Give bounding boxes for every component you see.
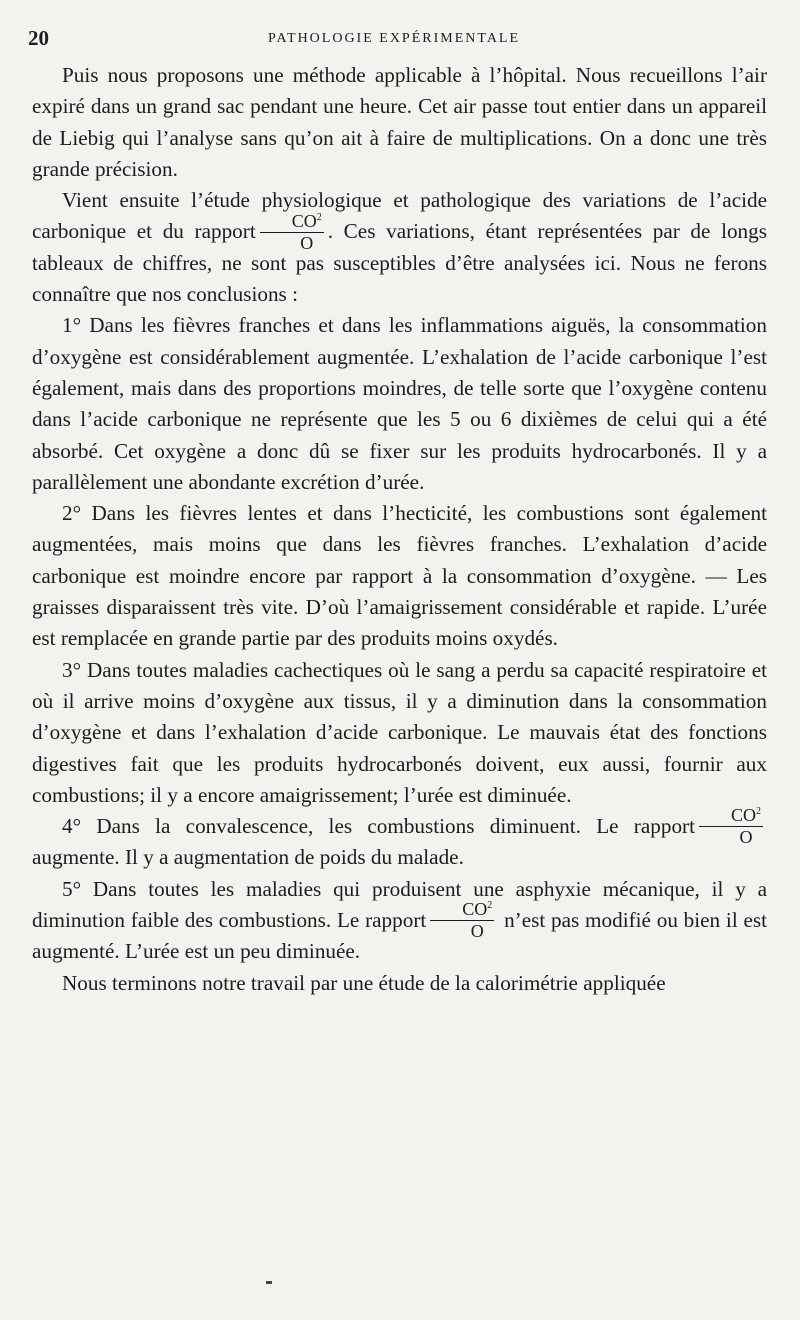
paragraph-conclusion-4 (32, 805, 767, 874)
paragraph-study-text-after: . Ces variations, étant représentées par de longs tableaux de chiffres, ne sont pas susceptibles d’être analysées ici. Nous ne ferons connaître que nos conclusions : (32, 219, 767, 307)
ratio-fraction (699, 806, 763, 846)
paragraph-study (32, 185, 767, 310)
paragraph-conclusion-5 (32, 874, 767, 968)
ratio-fraction (260, 212, 324, 252)
paragraph-conclusion-5-text-after: n’est pas modifié ou bien il est augmenté. L’urée est un peu diminuée. (32, 908, 768, 964)
fraction-denominator: O (300, 232, 314, 253)
paragraph-conclusion-2: 2° Dans les fièvres lentes et dans l’hecticité, les combustions sont également augmentées, mais moins que dans les fièvres franches. L’exhalation d’acide carbonique est moindre encore par rapport à la consommation d’oxygène. — Les graisses disparaissent très vite. D’où l’amaigrissement considérable et rapide. L’urée est remplacée en grande partie par des produits moins oxydés. (32, 501, 767, 651)
fraction-numerator: $CO^2$ (260, 212, 324, 233)
page-header (28, 26, 760, 50)
paragraph-study-text-before: Vient ensuite l’étude physiologique et pathologique des variations de l’acide carbonique et du rapport (32, 188, 767, 244)
fraction-denominator: O (470, 921, 484, 942)
ratio-fraction (430, 900, 494, 940)
paragraph-conclusion-5-text-before: 5° Dans toutes les maladies qui produisent une asphyxie mécanique, il y a diminution faible des combustions. Le rapport (32, 876, 767, 933)
body-text (32, 60, 767, 999)
fraction-numerator: $CO^2$ (699, 806, 763, 827)
running-title: PATHOLOGIE EXPÉRIMENTALE (267, 31, 521, 46)
paragraph-conclusion-1: 1° Dans les fièvres franches et dans les inflammations aiguës, la consommation d’oxygène est considérablement augmentée. L’exhalation de l’acide carbonique l’est également, mais dans des proportions moindres, de telle sorte que l’oxygène contenu dans l’acide carbonique ne représente que les 5 ou 6 dixièmes de celui qui a été absorbé. Cet oxygène a donc dû se fixer sur les produits hydrocarbonés. Il y a parallèlement une abondante excrétion d’urée. (32, 313, 767, 494)
fraction-denominator: O (739, 827, 753, 848)
page-number: 20 (28, 26, 49, 50)
paragraph-conclusion-3: 3° Dans toutes maladies cachectiques où le sang a perdu sa capacité respiratoire et où il arrive moins d’oxygène aux tissus, il y a diminution dans la consommation d’oxygène et dans l’exhalation d’acide carbonique. Le mauvais état des fonctions digestives fait que les produits hydrocarbonés doivent, eux aussi, fournir aux combustions; il y a encore amaigrissement; l’urée est diminuée. (32, 657, 767, 807)
paragraph-method: Puis nous proposons une méthode applicable à l’hôpital. Nous recueillons l’air expiré dans un grand sac pendant une heure. Cet air passe tout entier dans un appareil de Liebig qui l’analyse sans qu’on ait à faire de multiplications. On a donc une très grande précision. (32, 63, 767, 181)
fraction-numerator: $CO^2$ (430, 900, 494, 921)
paragraph-closing: Nous terminons notre travail par une étude de la calorimétrie appliquée (62, 970, 666, 995)
paragraph-conclusion-4-text-before: 4° Dans la convalescence, les combustions diminuent. Le rapport (62, 814, 695, 839)
paragraph-conclusion-4-text-after: augmente. Il y a augmentation de poids du malade. (32, 845, 464, 870)
print-mark (266, 1281, 272, 1284)
